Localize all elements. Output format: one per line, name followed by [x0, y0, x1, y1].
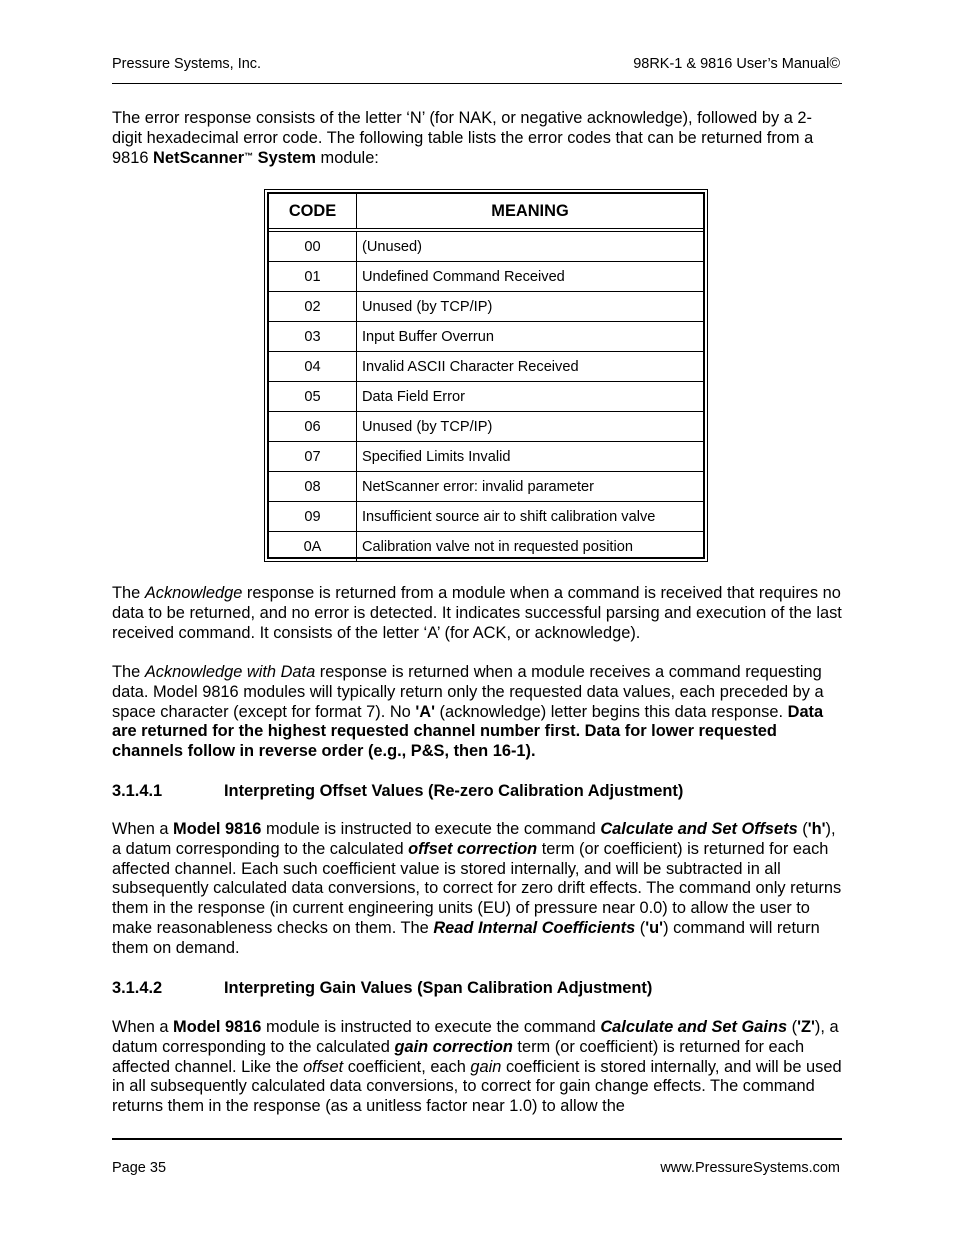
offset-paragraph: When a Model 9816 module is instructed to execute the command Calculate and Set Offsets ('h'), a datum corresponding to the calculated offset correction term (or coefficient) is returned for each affected channel. Each such coefficient value is stored internally, and will be subtracted in all subsequently calculated data conversions, to correct for zero drift effects. The command only returns them in the response (in current engineering units (EU) of pressure near 0.0) to allow the user to make reasonableness checks on them. The Read Internal Coefficients ('u') command will return them on demand. [112, 820, 842, 957]
error-code-cell: 01 [269, 262, 357, 291]
intro-text: The error response consists of the letter ‘N’ (for NAK, or negative acknowledge), followed by a 2-digit hexadecimal error code. The following table lists the error codes that can be returned from a 9816 [112, 109, 814, 167]
table-row [269, 412, 703, 442]
table-row [269, 472, 703, 502]
section-heading-gain [112, 978, 652, 998]
error-code-cell: 03 [269, 322, 357, 351]
table-row [269, 532, 703, 562]
error-meaning-cell: Undefined Command Received [362, 269, 565, 285]
error-meaning-cell: Calibration valve not in requested position [362, 539, 633, 555]
section-number: 3.1.4.2 [112, 979, 163, 997]
acknowledge-term: Acknowledge [144, 584, 243, 602]
acknowledge-with-data-term: Acknowledge with Data [144, 663, 316, 681]
data-order-note: Data are returned for the highest requested channel number first. Data for lower requested channels follow in reverse order (e.g., P&S, then 16-1). [112, 702, 824, 761]
error-code-cell: 04 [269, 352, 357, 381]
error-code-cell: 09 [269, 502, 357, 531]
error-meaning-cell: Specified Limits Invalid [362, 449, 511, 465]
gain-paragraph: When a Model 9816 module is instructed to execute the command Calculate and Set Gains ('Z'), a datum corresponding to the calculated gain correction term (or coefficient) is returned for each affected channel. Like the offset coefficient, each gain coefficient is stored internally, and will be used in all subsequently calculated data conversions, to correct for gain change effects. The command returns them in the response (as a unitless factor near 1.0) to allow the [112, 1018, 842, 1116]
intro-paragraph [112, 109, 842, 168]
table-row [269, 442, 703, 472]
error-code-cell: 08 [269, 472, 357, 501]
error-meaning-cell: Unused (by TCP/IP) [362, 299, 493, 315]
error-code-cell: 02 [269, 292, 357, 321]
acknowledge-with-data-paragraph: The Acknowledge with Data response is returned when a module receives a command requesting data. Model 9816 modules will typically return only the requested data values, each preceded by a space character (except for format 7). No 'A' (acknowledge) letter begins this data response. Data are returned for the highest requested channel number first. Data for lower requested channels follow in reverse order (e.g., P&S, then 16-1). [112, 663, 824, 761]
page-number: Page 35 [112, 1160, 167, 1176]
table-row [269, 322, 703, 352]
command-name: Calculate and Set Offsets [600, 820, 798, 838]
section-number: 3.1.4.1 [112, 782, 163, 800]
section-heading-offset [112, 781, 683, 801]
section-title: Interpreting Gain Values (Span Calibration Adjustment) [224, 979, 653, 997]
error-code-table [264, 189, 708, 562]
footer-rule [112, 1138, 842, 1140]
table-body [269, 232, 703, 562]
command-name: Read Internal Coefficients [433, 918, 636, 937]
error-meaning-cell: Input Buffer Overrun [362, 329, 494, 345]
acknowledge-paragraph: The Acknowledge response is returned from a module when a command is received that requires no data to be returned, and no error is detected. It indicates successful parsing and execution of the last received command. It consists of the letter ‘A’ (for ACK, or acknowledge). [112, 584, 842, 642]
error-meaning-cell: NetScanner error: invalid parameter [362, 479, 594, 495]
error-code-cell: 00 [269, 232, 357, 261]
error-meaning-cell: Unused (by TCP/IP) [362, 419, 493, 435]
section-title: Interpreting Offset Values (Re-zero Calibration Adjustment) [224, 782, 684, 800]
error-meaning-cell: (Unused) [362, 239, 423, 255]
ack-letter: 'A' [415, 702, 435, 721]
table-row [269, 502, 703, 532]
error-code-cell: 0A [269, 532, 357, 562]
error-meaning-cell: Invalid ASCII Character Received [362, 359, 579, 375]
table-row [269, 232, 703, 262]
table-row [269, 352, 703, 382]
table-row [269, 292, 703, 322]
error-meaning-cell: Data Field Error [362, 389, 465, 405]
error-code-cell: 05 [269, 382, 357, 411]
header-rule [112, 83, 842, 84]
header-manual-title: 98RK-1 & 9816 User’s Manual© [633, 56, 840, 72]
column-header-meaning: MEANING [491, 202, 569, 220]
error-code-cell: 07 [269, 442, 357, 471]
error-meaning-cell: Insufficient source air to shift calibration valve [362, 509, 656, 525]
brand-name: NetScanner™ System [153, 148, 316, 167]
header-company: Pressure Systems, Inc. [112, 56, 262, 72]
intro-text-end: module: [316, 148, 379, 167]
table-row [269, 262, 703, 292]
table-row [269, 382, 703, 412]
table-header [269, 194, 703, 229]
command-name: Calculate and Set Gains [600, 1018, 788, 1036]
error-code-cell: 06 [269, 412, 357, 441]
footer-website[interactable]: www.PressureSystems.com [660, 1160, 840, 1176]
trademark-symbol: ™ [244, 150, 254, 161]
column-header-code: CODE [269, 194, 357, 228]
